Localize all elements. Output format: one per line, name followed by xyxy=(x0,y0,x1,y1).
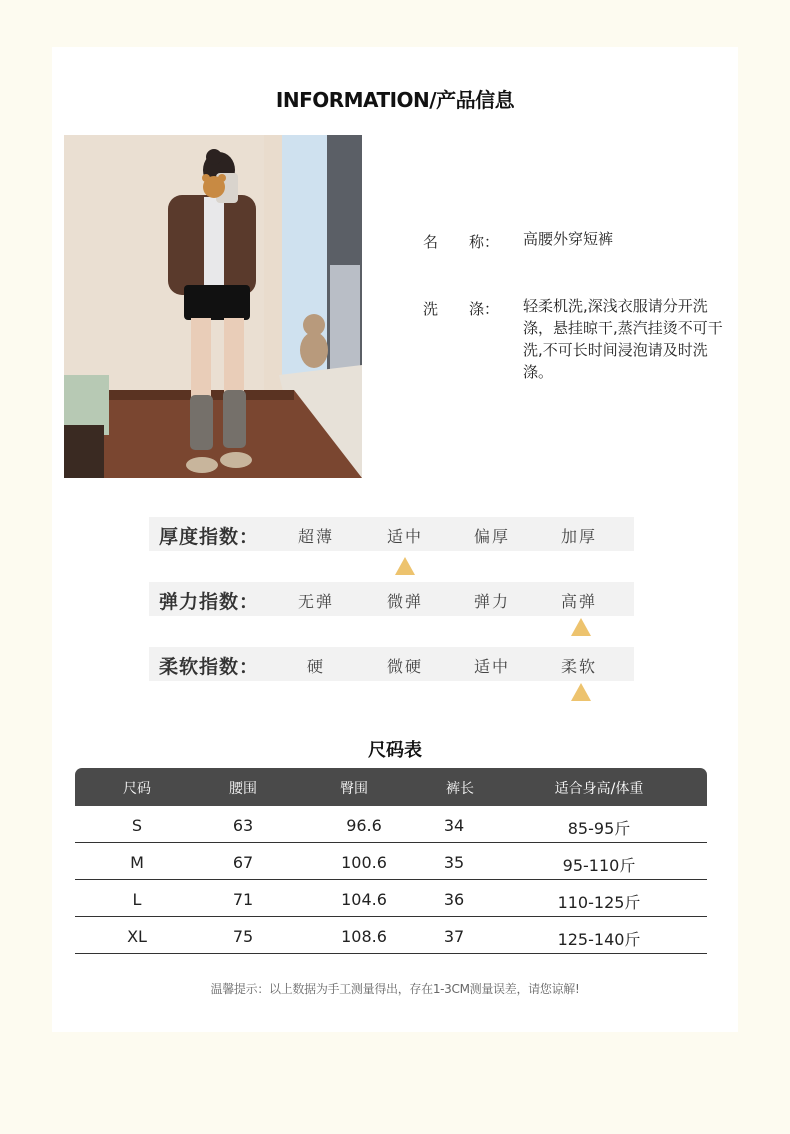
table-cell: 71 xyxy=(232,890,254,909)
softness-index-row xyxy=(149,647,634,681)
elasticity-option: 弹力 xyxy=(473,592,510,611)
size-table-header xyxy=(75,768,707,806)
softness-option: 柔软 xyxy=(560,657,597,676)
table-row xyxy=(75,880,707,917)
thickness-option: 偏厚 xyxy=(473,527,510,546)
info-wash-value: 轻柔机洗,深浅衣服请分开洗涤，悬挂晾干,蒸汽挂烫不可干洗,不可长时间浸泡请及时洗涤。 xyxy=(523,297,723,381)
table-cell: 67 xyxy=(232,853,254,872)
table-cell: S xyxy=(131,816,143,835)
size-chart-title: 尺码表 xyxy=(368,740,422,761)
table-cell: 85-95斤 xyxy=(567,819,631,838)
thickness-marker-icon xyxy=(395,557,415,575)
table-cell: 95-110斤 xyxy=(562,856,636,875)
header-cell: 裤长 xyxy=(446,781,474,797)
table-cell: 110-125斤 xyxy=(557,893,641,912)
table-cell: 104.6 xyxy=(341,890,387,909)
info-wash-key-a: 洗 xyxy=(423,300,439,318)
table-cell: 75 xyxy=(232,927,254,946)
table-row xyxy=(75,806,707,843)
softness-option: 适中 xyxy=(473,657,510,676)
softness-index-title: 柔软指数： xyxy=(159,656,260,678)
table-cell: 37 xyxy=(443,927,465,946)
thickness-option: 加厚 xyxy=(560,527,597,546)
header-cell: 腰围 xyxy=(229,781,257,797)
thickness-option: 超薄 xyxy=(297,527,334,546)
elasticity-option: 微弹 xyxy=(386,592,423,611)
table-cell: 100.6 xyxy=(341,853,387,872)
table-cell: 34 xyxy=(443,816,465,835)
table-cell: 35 xyxy=(443,853,465,872)
table-cell: 125-140斤 xyxy=(557,930,641,949)
info-name-key-b: 称： xyxy=(469,233,500,251)
info-name-key-a: 名 xyxy=(423,233,439,251)
thickness-index-title: 厚度指数： xyxy=(159,526,260,548)
table-cell: 63 xyxy=(232,816,254,835)
info-wash-key-b: 涤： xyxy=(469,300,500,318)
model-photo xyxy=(64,135,362,478)
table-row xyxy=(75,843,707,880)
softness-option: 硬 xyxy=(306,657,325,676)
elasticity-option: 高弹 xyxy=(560,592,597,611)
elasticity-index-title: 弹力指数： xyxy=(159,591,260,613)
page-title: INFORMATION/产品信息 xyxy=(275,88,515,112)
header-cell: 尺码 xyxy=(123,781,151,797)
info-name-value: 高腰外穿短裤 xyxy=(523,230,614,248)
table-cell: 96.6 xyxy=(346,816,382,835)
table-cell: L xyxy=(132,890,142,909)
table-cell: M xyxy=(130,853,144,872)
elasticity-option: 无弹 xyxy=(297,592,334,611)
table-cell: XL xyxy=(127,927,147,946)
table-cell: 108.6 xyxy=(341,927,387,946)
softness-option: 微硬 xyxy=(386,657,423,676)
elasticity-index-row xyxy=(149,582,634,616)
table-row xyxy=(75,917,707,954)
elasticity-marker-icon xyxy=(571,618,591,636)
size-note: 温馨提示：以上数据为手工测量得出，存在1-3CM测量误差，请您谅解! xyxy=(210,982,580,996)
header-cell: 臀围 xyxy=(340,781,368,797)
thickness-option: 适中 xyxy=(386,527,423,546)
softness-marker-icon xyxy=(571,683,591,701)
header-cell: 适合身高/体重 xyxy=(554,781,644,797)
table-cell: 36 xyxy=(443,890,465,909)
thickness-index-row xyxy=(149,517,634,551)
size-table xyxy=(75,768,707,954)
